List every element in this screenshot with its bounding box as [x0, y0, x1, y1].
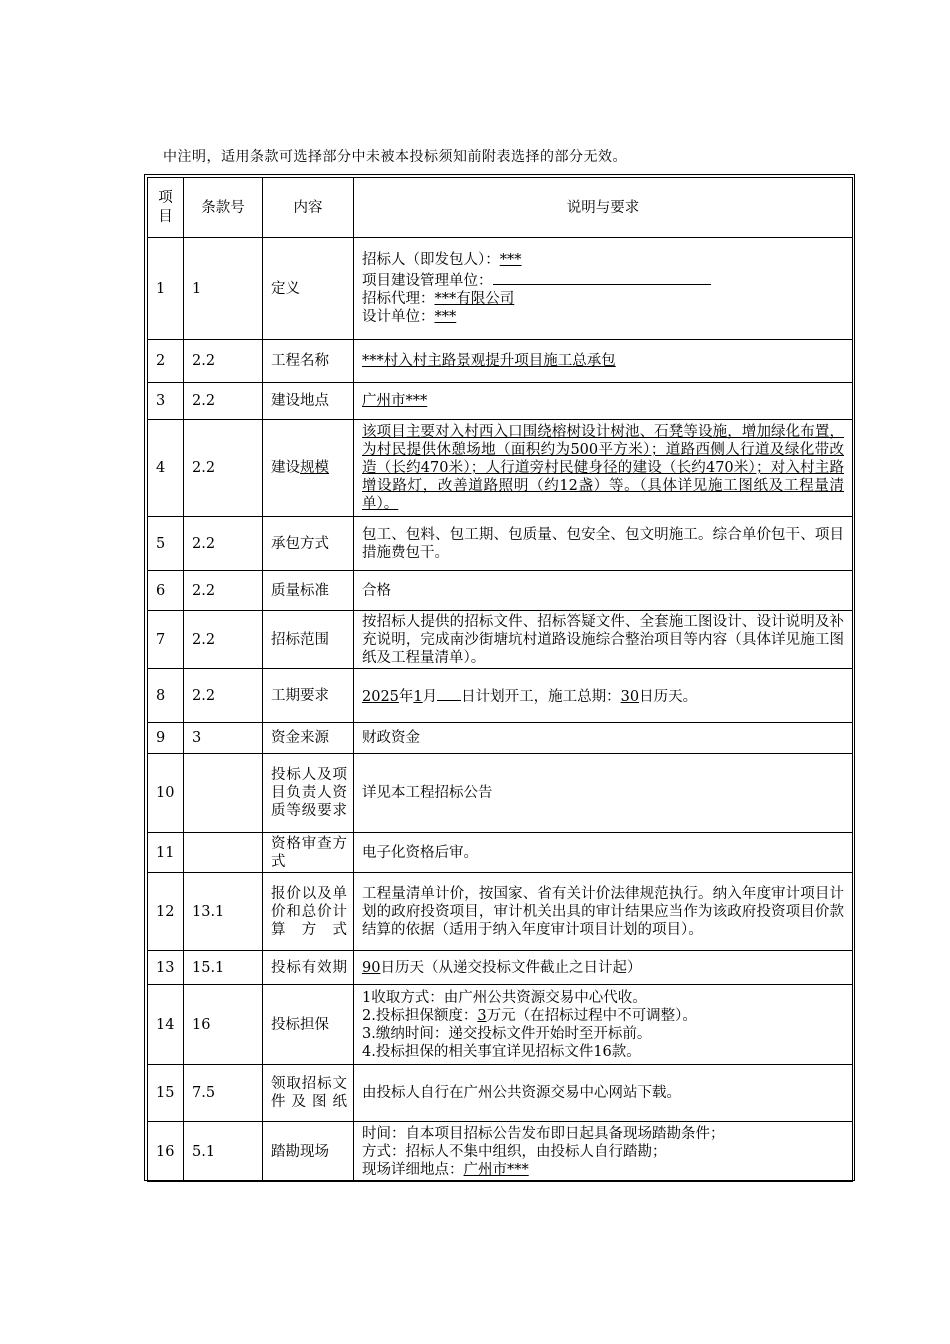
row-index: 1 [148, 238, 184, 340]
row-desc: 招标人（即发包人）：*** 项目建设管理单位： 招标代理：***有限公司 设计单位：*** [354, 238, 853, 340]
header-content: 内容 [263, 178, 354, 238]
table-row: 16 5.1 踏勘现场 时间：自本项目招标公告发布即日起具备现场踏勘条件； 方式：招标人不集中组织，由投标人自行踏勘； 现场详细地点：广州市*** [148, 1122, 853, 1182]
scale-desc: 该项目主要对入村西入口围绕榕树设计树池、石凳等设施，增加绿化布置，为村民提供休憩场地（面积约为500平方米）；道路西侧人行道及绿化带改造（长约470米）；人行道旁村民健身径的建设（长约470米）；对入村主路增设路灯，改善道路照明（约12盏）等。（具体详见施工图纸及工程量清单）。 [362, 424, 844, 512]
row-label: 定义 [263, 238, 354, 340]
location: 广州市*** [362, 393, 428, 409]
header-clause: 条款号 [184, 178, 263, 238]
bid-info-table [147, 177, 853, 1182]
table-row: 5 2.2 承包方式 包工、包料、包工期、包质量、包安全、包文明施工。综合单价包干、项目措施费包干。 [148, 517, 853, 571]
table-row: 2 2.2 工程名称 ***村入村主路景观提升项目施工总承包 [148, 340, 853, 383]
table-row: 10 投标人及项目负责人资质等级要求 详见本工程招标公告 [148, 754, 853, 833]
intro-text: 中注明，适用条款可选择部分中未被本投标须知前附表选择的部分无效。 [163, 149, 627, 165]
table-header [148, 178, 853, 238]
table-row: 8 2.2 工期要求 2025年1月 日计划开工，施工总期：30日历天。 [148, 669, 853, 723]
table-row: 14 16 投标担保 1收取方式：由广州公共资源交易中心代收。 2.投标担保额度：3万元（在招标过程中不可调整）。 3.缴纳时间：递交投标文件开始时至开标前。 4.投标担保的相关事宜详见招标文件16款。 [148, 985, 853, 1065]
guarantee-desc: 1收取方式：由广州公共资源交易中心代收。 2.投标担保额度：3万元（在招标过程中不可调整）。 3.缴纳时间：递交投标文件开始时至开标前。 4.投标担保的相关事宜详见招标文件16款。 [354, 985, 853, 1065]
table-row: 13 15.1 投标有效期 90日历天（从递交投标文件截止之日计起） [148, 951, 853, 985]
row-clause: 1 [184, 238, 263, 340]
site-visit-desc: 时间：自本项目招标公告发布即日起具备现场踏勘条件； 方式：招标人不集中组织，由投标人自行踏勘； 现场详细地点：广州市*** [354, 1122, 853, 1182]
table-row: 9 3 资金来源 财政资金 [148, 723, 853, 754]
project-name: ***村入村主路景观提升项目施工总承包 [362, 353, 616, 369]
table-row: 3 2.2 建设地点 广州市*** [148, 383, 853, 420]
blank-line [493, 269, 711, 285]
table-row: 6 2.2 质量标准 合格 [148, 571, 853, 611]
table-row: 4 2.2 建设规模 该项目主要对入村西入口围绕榕树设计树池、石凳等设施，增加绿化布置，为村民提供休憩场地（面积约为500平方米）；道路西侧人行道及绿化带改造（长约470米）；人行道旁村民健身径的建设（长约470米）；对入村主路增设路灯，改善道路照明（约12盏）等。（具体详见施工图纸及工程量清单）。 [148, 420, 853, 517]
header-item: 项目 [148, 178, 184, 238]
table-row: 15 7.5 领取招标文件及图纸 由投标人自行在广州公共资源交易中心网站下载。 [148, 1065, 853, 1122]
table-row [148, 238, 853, 340]
schedule-desc: 2025年1月 日计划开工，施工总期：30日历天。 [354, 669, 853, 723]
table-row: 7 2.2 招标范围 按招标人提供的招标文件、招标答疑文件、全套施工图设计、设计说明及补充说明，完成南沙街塘坑村道路设施综合整治项目等内容（具体详见施工图纸及工程量清单）。 [148, 611, 853, 669]
table-row: 11 资格审查方式 电子化资格后审。 [148, 833, 853, 873]
table-row: 12 13.1 报价以及单价和总价计算方式 工程量清单计价，按国家、省有关计价法律规范执行。纳入年度审计项目计划的政府投资项目，审计机关出具的审计结果应当作为该政府投资项目价款结算的依据（适用于纳入年度审计项目计划的项目）。 [148, 873, 853, 951]
header-desc: 说明与要求 [354, 178, 853, 238]
